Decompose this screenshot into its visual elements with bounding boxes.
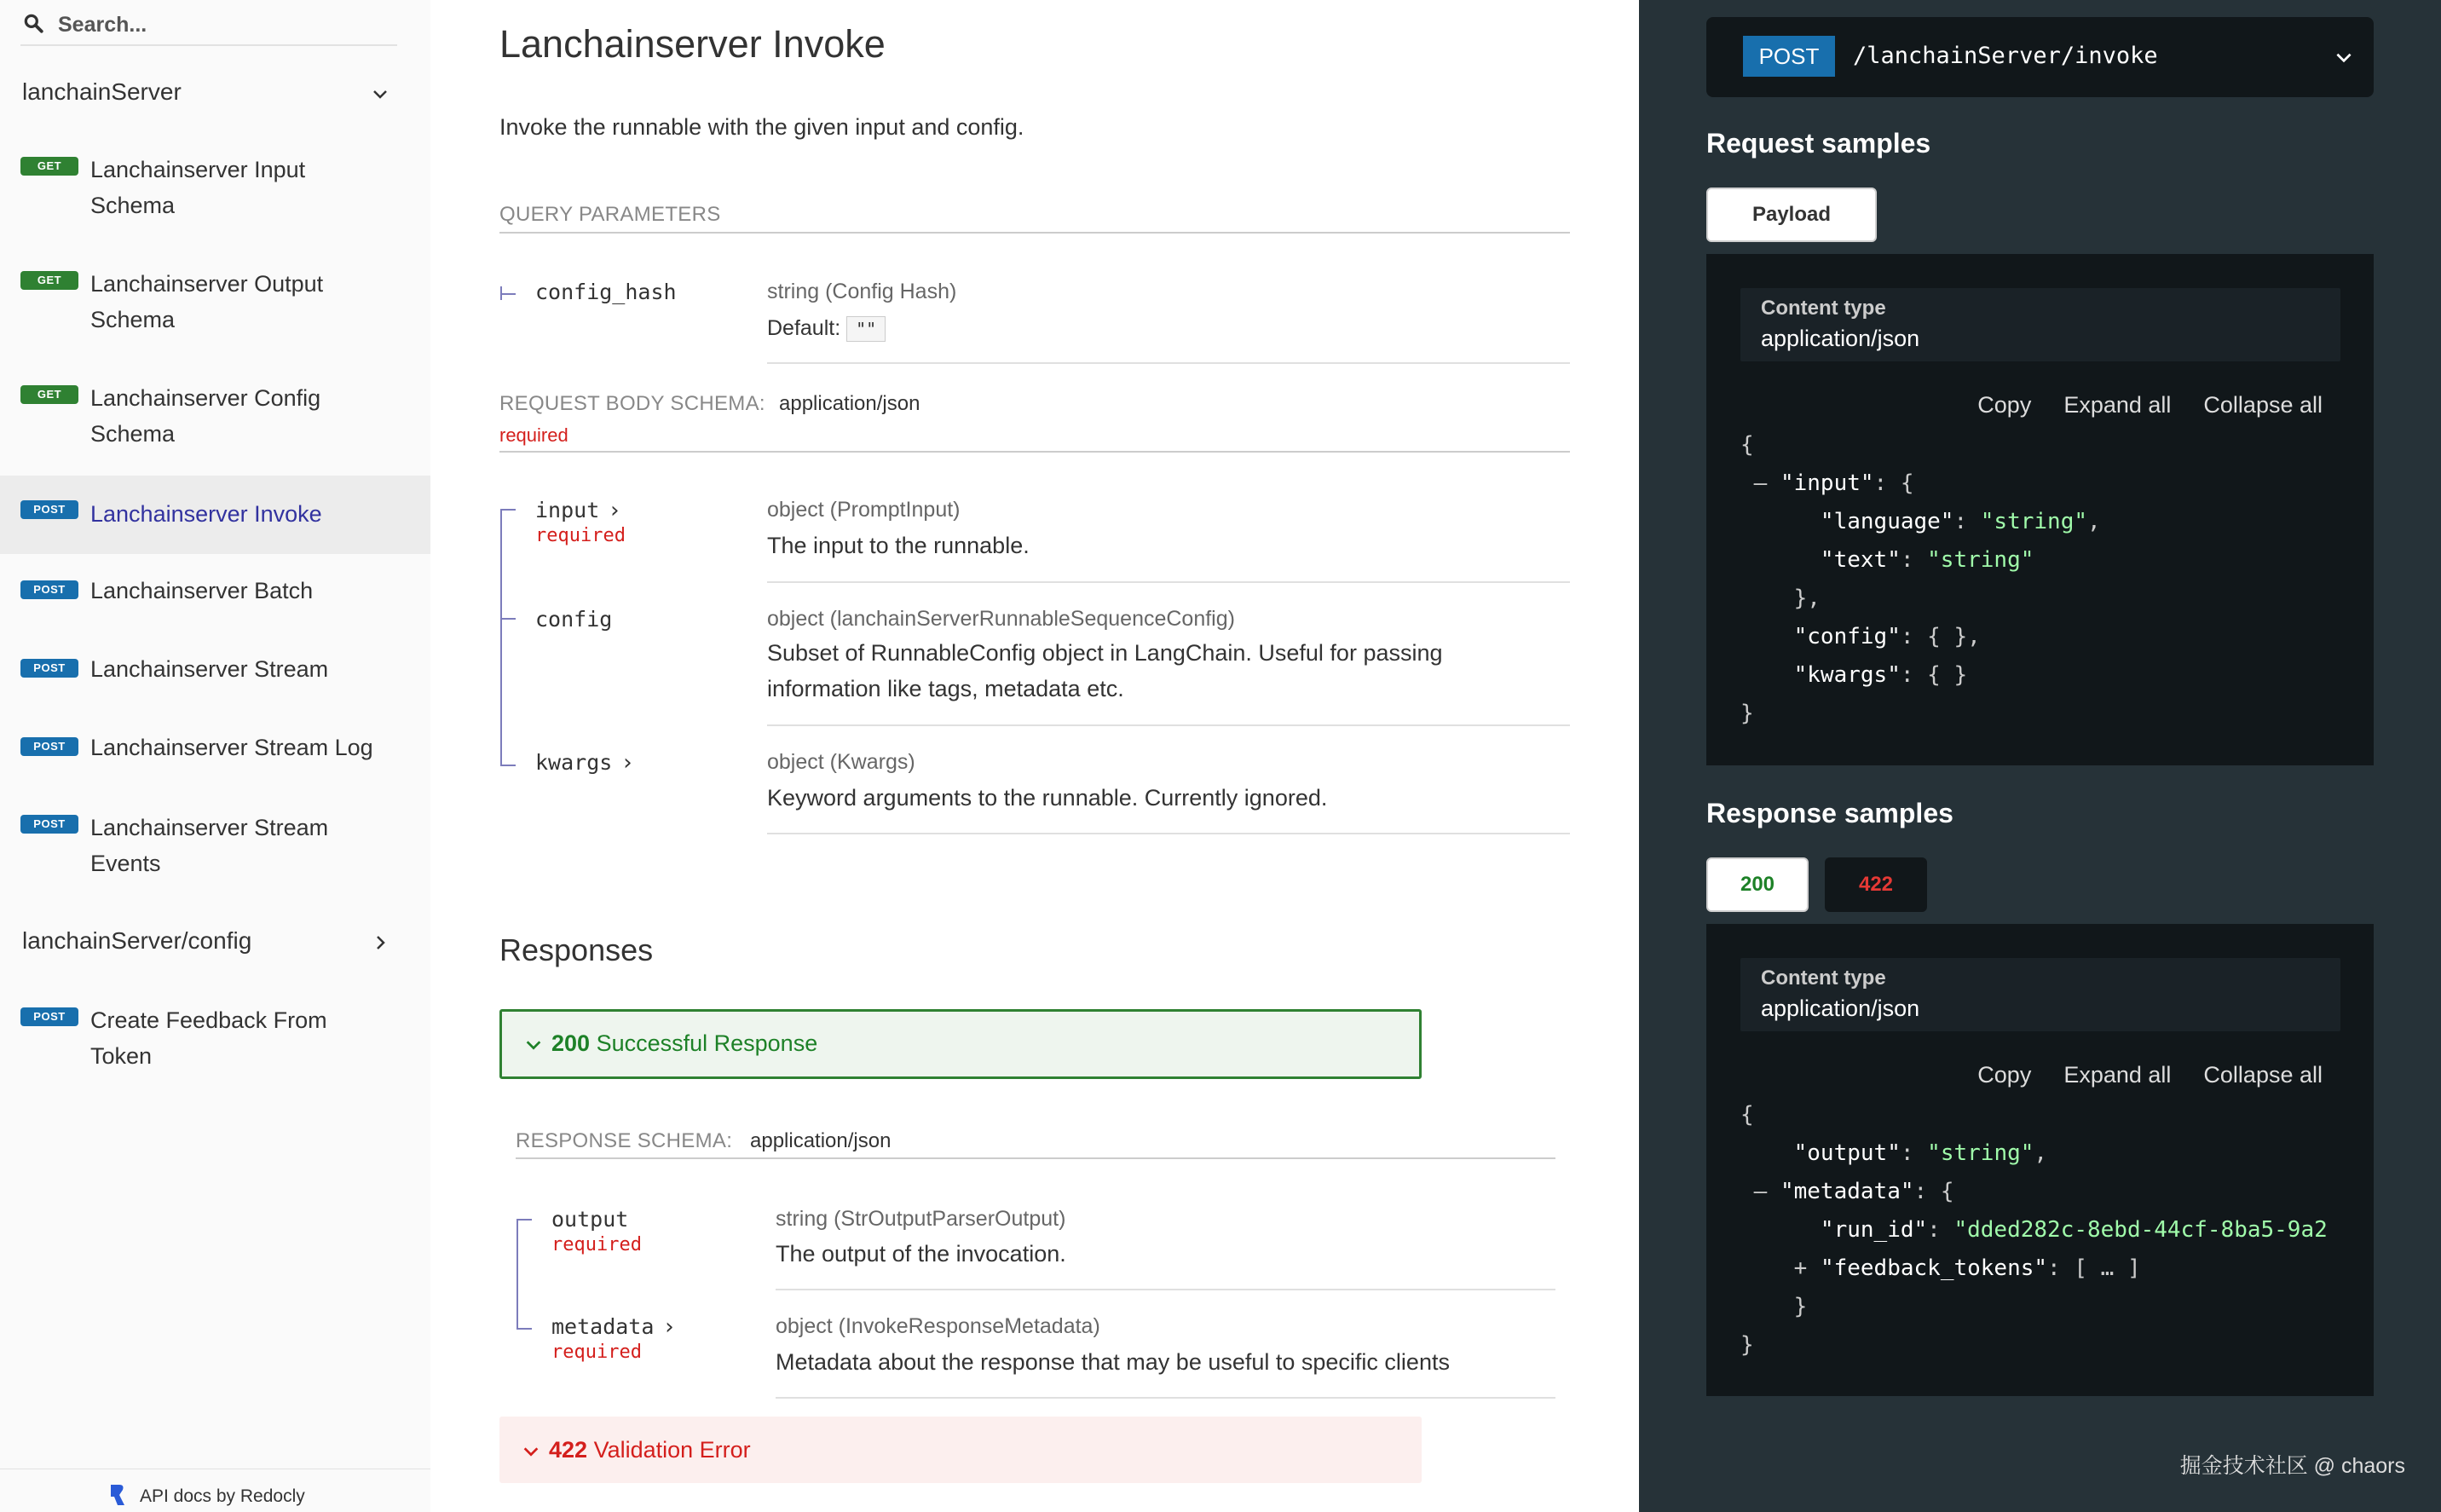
request-body-content-type: application/json: [779, 392, 920, 415]
sidebar-item-label: Lanchainserver Invoke: [90, 501, 322, 527]
sidebar: [0, 0, 431, 1512]
tree-connector: [516, 1219, 518, 1328]
response-422-label: 422 Validation Error: [549, 1437, 751, 1463]
param-name-kwargs[interactable]: kwargs ›: [535, 750, 634, 776]
response-422-toggle[interactable]: [499, 1417, 1422, 1483]
default-label: Default:: [767, 316, 841, 340]
redocly-footer-label: API docs by Redocly: [140, 1486, 305, 1506]
response-tab-200[interactable]: 200: [1706, 857, 1809, 912]
required-label: required: [551, 1342, 642, 1363]
expand-toggle[interactable]: +: [1793, 1255, 1808, 1281]
sidebar-item-stream-log[interactable]: [0, 730, 430, 770]
divider: [776, 1289, 1555, 1290]
param-default: [767, 310, 886, 346]
collapse-all-button[interactable]: Collapse all: [2203, 392, 2323, 418]
sidebar-item-label: Create Feedback From Token: [90, 1007, 327, 1069]
endpoint-path: /lanchainServer/invoke: [1853, 43, 2158, 69]
param-type: string (StrOutputParserOutput): [776, 1207, 1066, 1231]
param-name-config-hash: config_hash: [535, 280, 677, 304]
tree-connector: [500, 509, 516, 511]
payload-tab[interactable]: Payload: [1706, 188, 1877, 242]
divider: [767, 581, 1570, 583]
request-samples-title: Request samples: [1706, 128, 1931, 159]
chevron-down-icon: [524, 1036, 543, 1054]
tree-connector: [516, 1328, 532, 1330]
chevron-right-icon: ›: [608, 498, 621, 523]
required-label: required: [535, 525, 626, 546]
search-input[interactable]: [56, 9, 392, 41]
query-params-title: QUERY PARAMETERS: [499, 203, 721, 226]
collapse-toggle[interactable]: –: [1753, 1179, 1768, 1204]
response-200-toggle[interactable]: [499, 1009, 1422, 1079]
sidebar-item-label: Lanchainserver Batch: [90, 578, 314, 603]
sample-actions: [1945, 1062, 2323, 1088]
method-badge: GET: [20, 157, 78, 176]
search-icon: [22, 12, 44, 34]
sidebar-item-output-schema[interactable]: [0, 266, 430, 344]
content-type-label: Content type: [1761, 967, 1886, 990]
expand-all-button[interactable]: Expand all: [2063, 1062, 2172, 1088]
sidebar-group-label: lanchainServer: [22, 78, 182, 105]
main-content: [430, 0, 1639, 1512]
response-schema-title: RESPONSE SCHEMA:: [516, 1129, 733, 1152]
sidebar-item-create-feedback[interactable]: [0, 1002, 430, 1081]
sample-actions: [1945, 392, 2323, 418]
required-label: required: [551, 1234, 642, 1255]
param-name-config: config: [535, 607, 613, 632]
param-description: Keyword arguments to the runnable. Currently ignored.: [767, 785, 1328, 811]
method-badge: GET: [20, 385, 78, 404]
content-type-value: application/json: [1761, 326, 1920, 351]
responses-title: Responses: [499, 932, 654, 967]
method-badge: POST: [20, 1007, 78, 1026]
param-description: The output of the invocation.: [776, 1241, 1066, 1267]
response-json-sample: { "output": "string", – "metadata": { "run_id": "dded282c-8ebd-44cf-8ba5-9a2 + "feedback_tokens": [ … ] } }: [1740, 1102, 2328, 1358]
tree-connector: [500, 618, 516, 620]
chevron-down-icon: [370, 84, 390, 104]
sidebar-item-label: Lanchainserver Stream: [90, 656, 329, 682]
divider: [767, 833, 1570, 834]
param-type: object (InvokeResponseMetadata): [776, 1314, 1100, 1338]
divider: [499, 451, 1570, 453]
required-label: required: [499, 424, 568, 446]
divider: [516, 1157, 1555, 1159]
request-body-schema-title: REQUEST BODY SCHEMA:: [499, 392, 765, 415]
param-type: object (lanchainServerRunnableSequenceConfig): [767, 607, 1235, 631]
sidebar-group-label: lanchainServer/config: [22, 927, 252, 954]
method-badge: GET: [20, 271, 78, 290]
collapse-toggle[interactable]: –: [1753, 470, 1768, 496]
param-name-input[interactable]: input ›: [535, 498, 621, 523]
watermark: 掘金技术社区 @ chaors: [2179, 1454, 2405, 1478]
param-description: Metadata about the response that may be useful to specific clients: [776, 1349, 1450, 1375]
response-schema-content-type: application/json: [750, 1129, 892, 1152]
request-json-sample: { – "input": { "language": "string", "text": "string" }, "config": { }, "kwargs": { } }: [1740, 432, 2101, 726]
sidebar-group-lanchainserver[interactable]: [22, 78, 397, 106]
collapse-all-button[interactable]: Collapse all: [2203, 1062, 2323, 1088]
endpoint-selector[interactable]: [1706, 17, 2374, 97]
redocly-logo-icon: [107, 1483, 126, 1507]
sidebar-item-invoke[interactable]: [0, 476, 430, 554]
method-badge: POST: [1743, 36, 1835, 77]
method-badge: POST: [20, 500, 78, 519]
chevron-down-icon: [522, 1442, 540, 1461]
sidebar-item-stream[interactable]: [0, 651, 430, 692]
param-description: Subset of RunnableConfig object in LangChain. Useful for passing information like tags, metadata etc.: [767, 640, 1443, 701]
operation-description: Invoke the runnable with the given input and config.: [499, 114, 1024, 140]
param-type: object (PromptInput): [767, 498, 961, 522]
sidebar-item-label: Lanchainserver Stream Events: [90, 815, 329, 876]
tree-connector: [500, 286, 502, 300]
redocly-footer[interactable]: [0, 1469, 430, 1512]
chevron-right-icon: ›: [662, 1314, 677, 1340]
sidebar-item-config-schema[interactable]: [0, 380, 430, 459]
content-type-box: [1740, 288, 2340, 361]
param-type: object (Kwargs): [767, 750, 915, 774]
sidebar-item-label: Lanchainserver Input Schema: [90, 157, 306, 218]
default-value: "": [846, 316, 886, 342]
chevron-down-icon: [2333, 46, 2355, 68]
request-sample-panel: [1706, 254, 2374, 765]
tree-connector: [516, 1219, 532, 1221]
response-samples-title: Response samples: [1706, 798, 1953, 828]
right-panel: [1639, 0, 2441, 1512]
param-name-metadata[interactable]: metadata ›: [551, 1314, 677, 1340]
param-description: The input to the runnable.: [767, 533, 1030, 558]
expand-all-button[interactable]: Expand all: [2063, 392, 2172, 418]
sidebar-item-label: Lanchainserver Config Schema: [90, 385, 321, 447]
method-badge: POST: [20, 737, 78, 756]
copy-button[interactable]: Copy: [1977, 392, 2032, 418]
sidebar-item-input-schema[interactable]: [0, 152, 430, 230]
method-badge: POST: [20, 815, 78, 834]
divider: [767, 724, 1570, 726]
divider: [499, 232, 1570, 234]
content-type-box: [1740, 958, 2340, 1031]
param-name-output: output: [551, 1207, 629, 1232]
sidebar-group-lanchainserver-config[interactable]: [22, 927, 397, 955]
sidebar-item-label: Lanchainserver Output Schema: [90, 271, 324, 332]
sidebar-item-batch[interactable]: [0, 573, 430, 614]
tree-connector: [500, 765, 516, 766]
sidebar-item-label: Lanchainserver Stream Log: [90, 735, 373, 760]
chevron-right-icon: ›: [620, 750, 634, 776]
response-200-label: 200 Successful Response: [551, 1030, 818, 1056]
sidebar-item-stream-events[interactable]: [0, 810, 430, 888]
content-type-value: application/json: [1761, 995, 1920, 1021]
copy-button[interactable]: Copy: [1977, 1062, 2032, 1088]
tree-connector: [500, 509, 502, 765]
divider: [767, 362, 1570, 364]
response-sample-panel: [1706, 924, 2374, 1396]
response-tab-422[interactable]: 422: [1825, 857, 1927, 912]
tree-connector: [500, 293, 516, 295]
content-type-label: Content type: [1761, 297, 1886, 320]
search-box[interactable]: [20, 3, 397, 46]
method-badge: POST: [20, 580, 78, 599]
method-badge: POST: [20, 659, 78, 678]
divider: [776, 1397, 1555, 1399]
page-title: Lanchainserver Invoke: [499, 22, 886, 66]
chevron-right-icon: [370, 932, 390, 953]
param-type: string (Config Hash): [767, 280, 957, 303]
